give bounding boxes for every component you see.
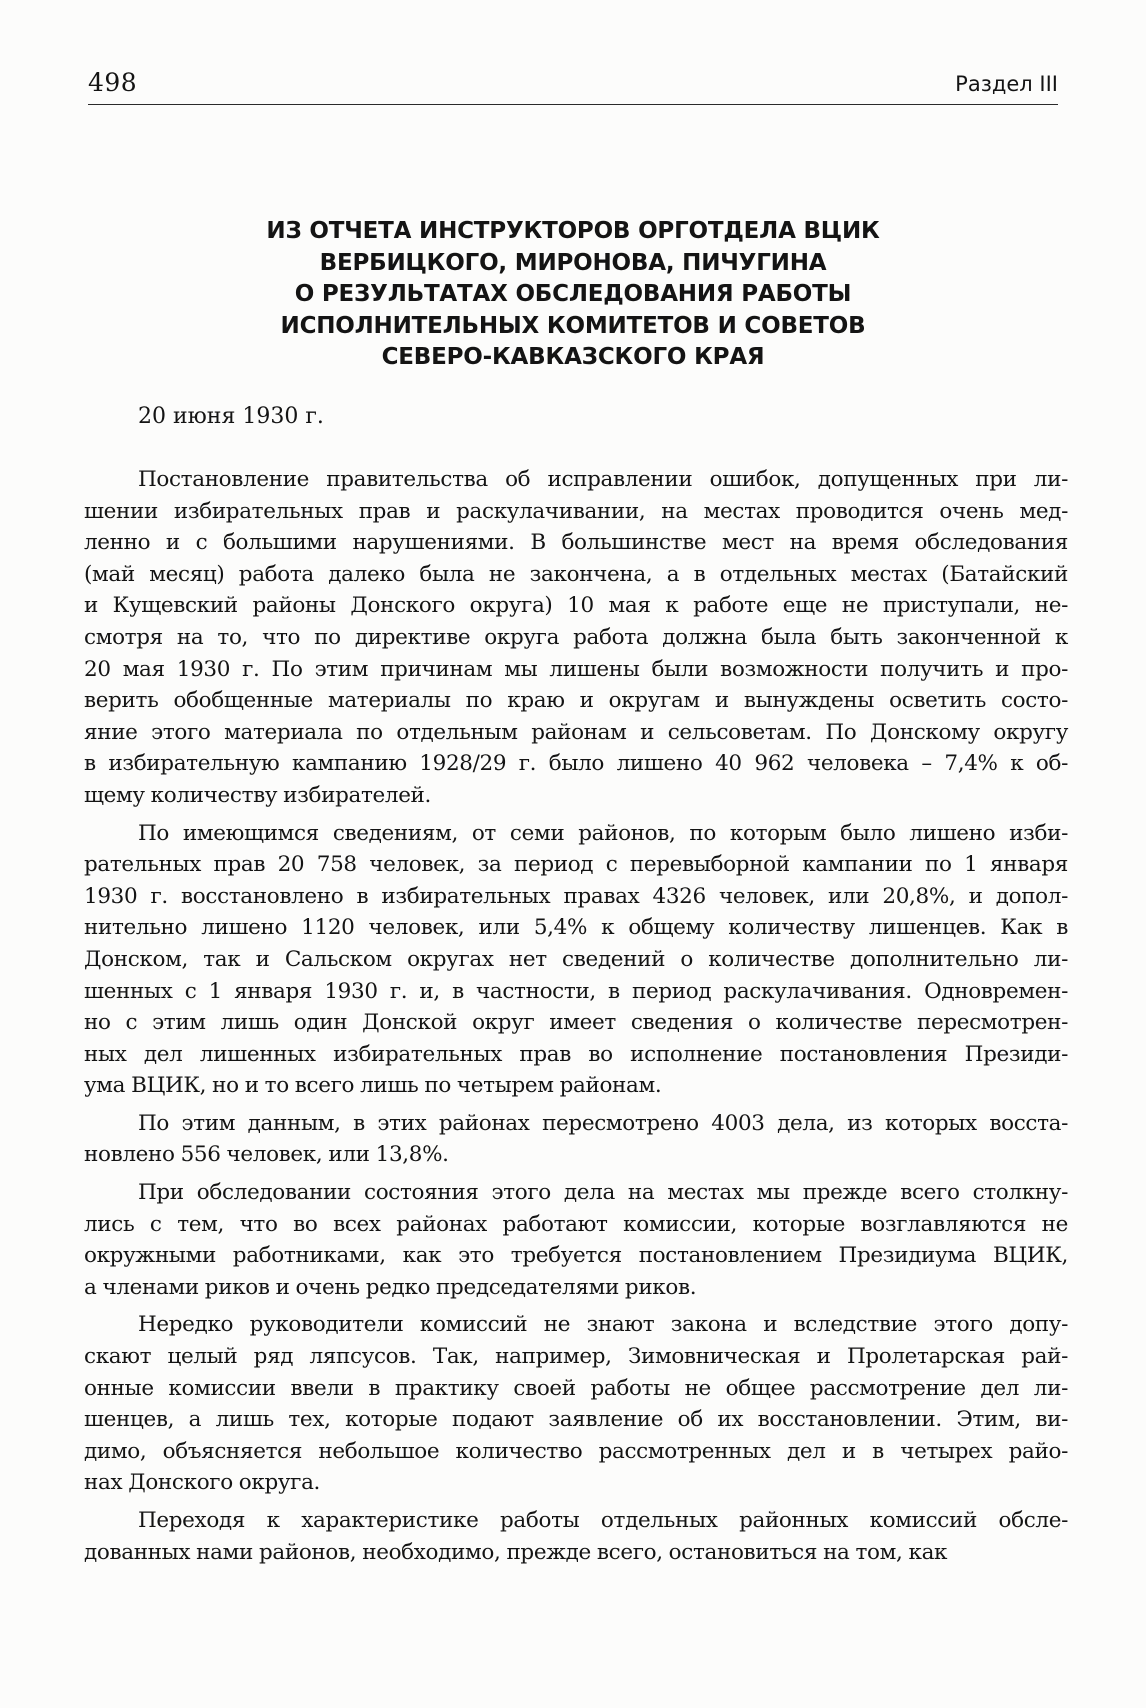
text-line: новлено 556 человек, или 13,8%. [84,1142,449,1168]
text-line: нах Донского округа. [84,1470,321,1496]
text-line: дованных нами районов, необходимо, прежде всего, остановиться на том, как [84,1539,948,1565]
text-line: но с этим лишь один Донской округ имеет сведения о количестве пересмотрен- [84,1010,1068,1036]
text-line: яние этого материала по отдельным районам и сельсоветам. По Донскому округу [84,719,1068,745]
title-line: СЕВЕРО-КАВКАЗСКОГО КРАЯ [381,344,765,370]
page-number: 498 [88,68,138,97]
title-line: ИСПОЛНИТЕЛЬНЫХ КОМИТЕТОВ И СОВЕТОВ [280,312,866,339]
document-date: 20 июня 1930 г. [138,404,324,429]
text-line: димо, объясняется небольшое количество рассмотренных дел и в четырех райо- [84,1438,1068,1464]
text-line: скают целый ряд ляпсусов. Так, например, Зимовническая и Пролетарская рай- [84,1344,1068,1370]
text-line: Постановление правительства об исправлении ошибок, допущенных при ли- [138,467,1068,492]
title-line: ИЗ ОТЧЕТА ИНСТРУКТОРОВ ОРГОТДЕЛА ВЦИК [266,218,880,244]
text-line: Переходя к характеристике работы отдельных районных комиссий обсле- [138,1508,1068,1533]
text-line: рательных прав 20 758 человек, за период с перевыборной кампании по 1 января [84,852,1068,878]
text-line: шении избирательных прав и раскулачивании, на местах проводится очень мед- [84,498,1068,524]
paragraph [84,818,1068,1102]
text-line: смотря на то, что по директиве округа работа должна была быть законченной к [84,624,1068,650]
text-line: а членами риков и очень редко председателями риков. [84,1274,697,1300]
text-line: ных дел лишенных избирательных прав во исполнение постановления Президи- [84,1041,1068,1067]
text-line: окружными работниками, как это требуется постановлением Президиума ВЦИК, [84,1243,1068,1269]
text-line: 20 мая 1930 г. По этим причинам мы лишены были возможности получить и про- [84,656,1068,682]
paragraph [84,1505,1068,1568]
text-line: ума ВЦИК, но и то всего лишь по четырем районам. [84,1073,662,1099]
text-line: Донском, так и Сальском округах нет сведений о количестве дополнительно ли- [84,946,1068,972]
body-text [84,464,1068,1574]
paragraph [84,1177,1068,1303]
text-line: щему количеству избирателей. [84,782,432,808]
text-line: верить обобщенные материалы по краю и округам и вынуждены осветить состо- [84,688,1068,714]
document-title [88,216,1058,374]
text-line: ленно и с большими нарушениями. В большинстве мест на время обследования [84,530,1068,556]
title-line: ВЕРБИЦКОГО, МИРОНОВА, ПИЧУГИНА [319,249,827,276]
text-line: Нередко руководители комиссий не знают закона и вследствие этого допу- [138,1312,1068,1338]
paragraph [84,1309,1068,1499]
paragraph [84,1108,1068,1171]
text-line: (май месяц) работа далеко была не закончена, а в отдельных местах (Батайский [84,561,1068,587]
text-line: и Кущевский районы Донского округа) 10 мая к работе еще не приступали, не- [84,593,1068,619]
text-line: нительно лишено 1120 человек, или 5,4% к общему количеству лишенцев. Как в [84,915,1068,941]
paragraph [84,464,1068,812]
text-line: онные комиссии ввели в практику своей работы не общее рассмотрение дел ли- [84,1375,1068,1401]
text-line: При обследовании состояния этого дела на местах мы прежде всего столкну- [138,1180,1068,1206]
text-line: шенных с 1 января 1930 г. и, в частности, в период раскулачивания. Одновремен- [84,978,1068,1004]
text-line: 1930 г. восстановлено в избирательных правах 4326 человек, или 20,8%, и допол- [84,883,1068,909]
running-head [88,64,1058,105]
text-line: По имеющимся сведениям, от семи районов, по которым было лишено изби- [138,820,1068,846]
text-line: шенцев, а лишь тех, которые подают заявление об их восстановлении. Этим, ви- [84,1407,1068,1433]
text-line: в избирательную кампанию 1928/29 г. было лишено 40 962 человека – 7,4% к об- [84,751,1068,777]
text-line: лись с тем, что во всех районах работают комиссии, которые возглавляются не [84,1211,1068,1237]
text-line: По этим данным, в этих районах пересмотрено 4003 дела, из которых восста- [138,1110,1068,1136]
title-line: О РЕЗУЛЬТАТАХ ОБСЛЕДОВАНИЯ РАБОТЫ [294,281,852,307]
section-label: Раздел III [955,72,1058,96]
